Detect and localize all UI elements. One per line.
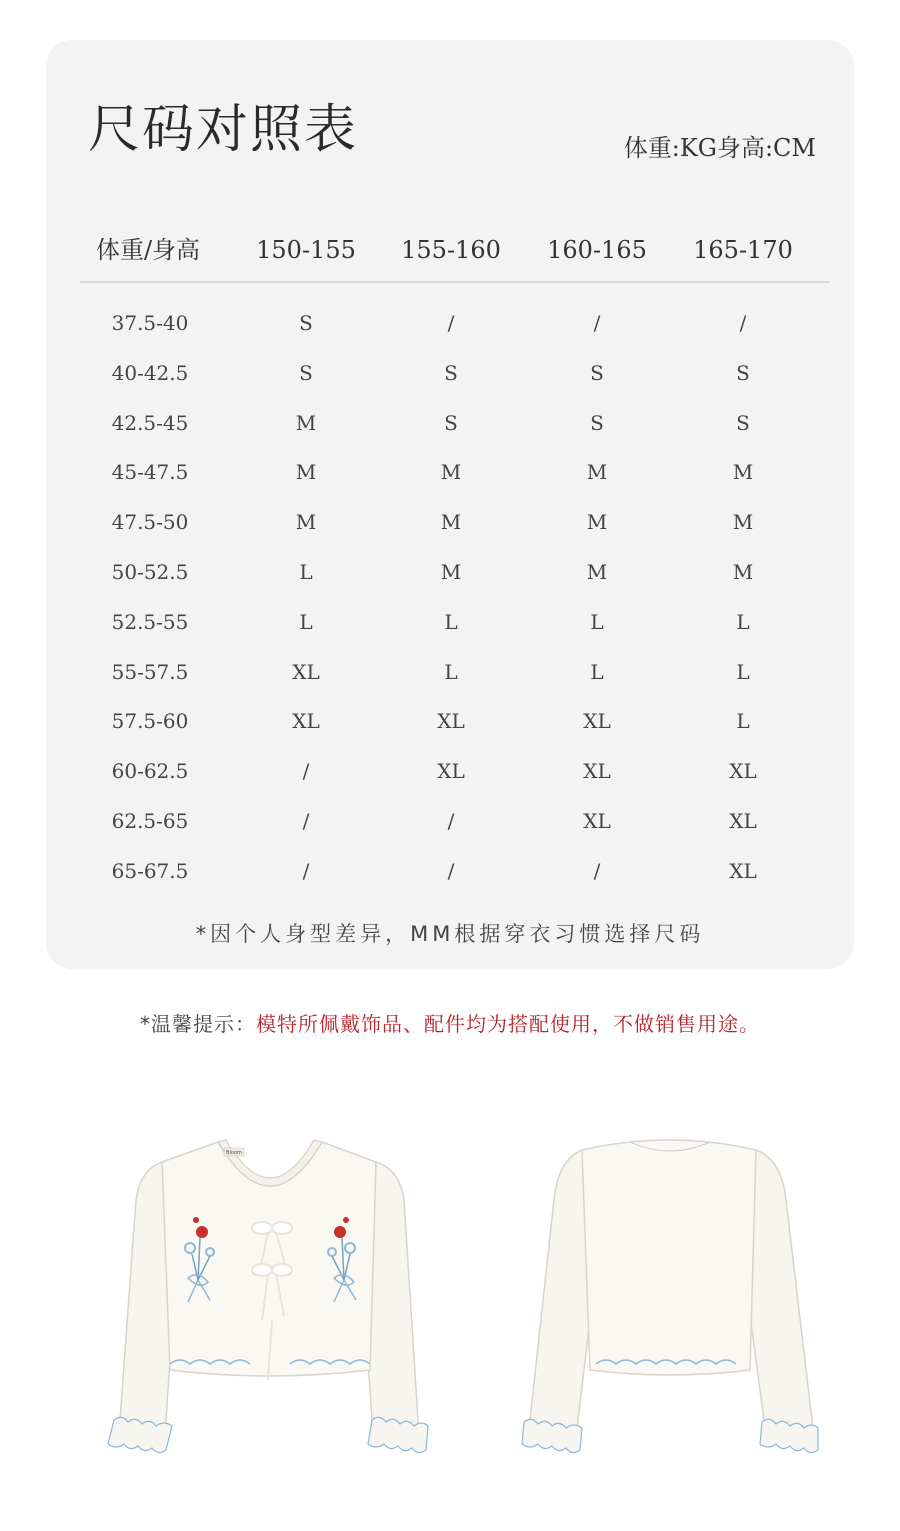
size-cell: L [444, 609, 458, 634]
size-cell: L [590, 659, 604, 684]
table-row [0, 306, 900, 356]
size-cell: L [299, 609, 313, 634]
table-row [0, 655, 900, 705]
table-row [0, 455, 900, 505]
weight-cell: 50-52.5 [111, 559, 189, 584]
size-cell: / [739, 311, 747, 335]
size-cell: XL [437, 759, 465, 784]
size-cell: S [590, 360, 604, 385]
size-cell: S [444, 360, 458, 385]
tip-lead: *温馨提示： [140, 1012, 256, 1036]
garment-back-body [530, 1140, 813, 1440]
weight-cell: 47.5-50 [111, 510, 189, 535]
size-table-body [0, 306, 900, 904]
size-cell: S [299, 311, 313, 335]
fit-note: *因个人身型差异，MM根据穿衣习惯选择尺码 [195, 922, 705, 946]
table-row [0, 854, 900, 904]
table-row [0, 804, 900, 854]
blouse-front-image [100, 1120, 440, 1480]
size-cell: / [593, 311, 601, 335]
size-cell: M [295, 460, 317, 485]
size-cell: M [440, 460, 462, 485]
size-cell: / [302, 858, 310, 883]
brand-label: Bloom [226, 1150, 242, 1156]
size-cell: XL [437, 709, 465, 734]
size-cell: M [732, 510, 754, 535]
table-row [0, 605, 900, 655]
weight-cell: 55-57.5 [111, 659, 189, 684]
size-cell: S [736, 360, 750, 385]
weight-cell: 65-67.5 [111, 858, 189, 883]
table-header [0, 232, 900, 272]
weight-cell: 60-62.5 [111, 759, 189, 784]
size-cell: L [736, 659, 750, 684]
weight-cell: 57.5-60 [111, 709, 189, 734]
size-cell: XL [583, 759, 611, 784]
weight-cell: 52.5-55 [111, 609, 189, 634]
size-cell: M [295, 510, 317, 535]
weight-cell: 45-47.5 [111, 460, 189, 485]
header-divider [80, 281, 830, 283]
size-cell: M [732, 460, 754, 485]
table-row [0, 356, 900, 406]
blouse-back-image [500, 1120, 840, 1480]
size-cell: M [732, 559, 754, 584]
size-cell: M [295, 410, 317, 435]
size-cell: M [440, 559, 462, 584]
table-row [0, 555, 900, 605]
size-cell: / [302, 808, 310, 833]
size-cell: M [440, 510, 462, 535]
size-cell: XL [292, 659, 320, 684]
table-row [0, 704, 900, 754]
size-cell: XL [729, 858, 757, 883]
right-cuff [368, 1417, 428, 1452]
table-row [0, 505, 900, 555]
size-cell: / [302, 759, 310, 784]
size-cell: S [590, 410, 604, 435]
size-cell: / [447, 858, 455, 883]
size-cell: M [586, 559, 608, 584]
size-cell: S [444, 410, 458, 435]
size-cell: / [447, 311, 455, 335]
weight-cell: 37.5-40 [111, 311, 189, 335]
size-cell: L [736, 609, 750, 634]
size-cell: L [736, 709, 750, 734]
size-cell: XL [583, 808, 611, 833]
height-header: 155-160 [401, 236, 501, 264]
height-header: 160-165 [547, 236, 647, 264]
size-cell: XL [292, 709, 320, 734]
weight-cell: 40-42.5 [111, 360, 189, 385]
table-row [0, 406, 900, 456]
size-cell: L [299, 559, 313, 584]
size-cell: / [593, 858, 601, 883]
height-header: 165-170 [693, 236, 793, 264]
tip-text: 模特所佩戴饰品、配件均为搭配使用，不做销售用途。 [256, 1012, 760, 1036]
size-cell: S [299, 360, 313, 385]
corner-header: 体重/身高 [95, 236, 201, 264]
size-cell: XL [583, 709, 611, 734]
height-header: 150-155 [256, 236, 356, 264]
weight-cell: 42.5-45 [111, 410, 189, 435]
weight-cell: 62.5-65 [111, 808, 189, 833]
size-cell: XL [729, 759, 757, 784]
size-cell: XL [729, 808, 757, 833]
size-cell: / [447, 808, 455, 833]
size-cell: S [736, 410, 750, 435]
reminder-tip [0, 1008, 900, 1037]
units-note: 体重:KG身高:CM [623, 134, 816, 162]
size-cell: L [590, 609, 604, 634]
size-cell: M [586, 460, 608, 485]
garment-body [120, 1140, 419, 1442]
size-cell: L [444, 659, 458, 684]
size-cell: M [586, 510, 608, 535]
page-title: 尺码对照表 [88, 100, 359, 160]
left-cuff [108, 1417, 172, 1452]
table-row [0, 754, 900, 804]
